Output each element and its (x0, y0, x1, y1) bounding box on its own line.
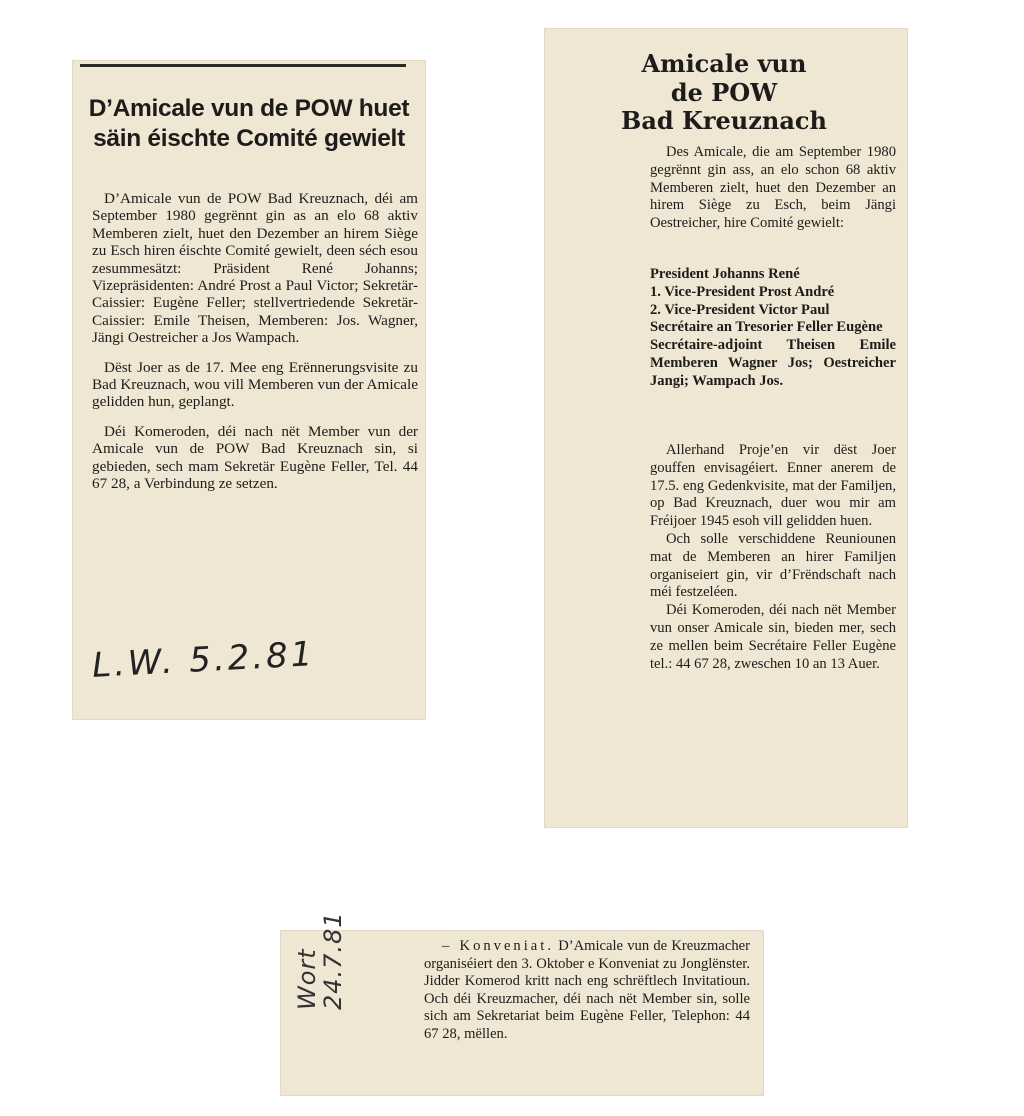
committee-entry: 1. Vice-President Prost André (650, 283, 835, 300)
clipping-1-paragraph: Déi Komeroden, déi nach nët Member vun der Amicale vun de POW Bad Kreuznach sin, si gebieden, sech mam Sekretär Eugène Feller, Tel. 44 67 28, a Verbindung ze setzen. (92, 422, 418, 493)
newspaper-clipping-2 (544, 28, 908, 828)
clipping-1-headline: D’Amicale vun de POW huet säin éischte Comité gewielt (88, 95, 410, 152)
handwritten-date-note: L.W. 5.2.81 (91, 634, 317, 686)
clipping-2-paragraph: Och solle verschiddene Reuniounen mat de Memberen an hirer Familjen organiseiert gin, vir d’Frëndschaft nach méi festzeléen. (650, 530, 896, 601)
handwritten-line: 24.7.81 (319, 911, 347, 1010)
committee-list (650, 266, 896, 391)
clipping-3-text: D’Amicale vun de Kreuzmacher organiséiert den 3. Oktober e Konveniat zu Jonglënster. Jidder Komerod kritt nach eng schrëftlech Invitatioun. Och déi Kreuzmacher, déi nach nët Member sin, solle sich am Sekretariat beim Eugène Feller, Telephon: 44 67 28, mëllen. (424, 938, 750, 1042)
clipping-2-headline (574, 50, 874, 136)
clipping-3-lead: – Konveniat. (442, 938, 554, 954)
clipping-1-article (92, 190, 418, 493)
clipping-2-intro (650, 144, 896, 233)
clipping-3-paragraph (424, 938, 750, 1044)
committee-entry: President Johanns René (650, 266, 800, 282)
handwritten-line: Wort (293, 948, 321, 1010)
committee-entry: Memberen Wagner Jos; Oestreicher Jangi; Wampach Jos. (650, 354, 896, 389)
newspaper-clipping-1 (72, 60, 426, 720)
clipping-2-intro-paragraph: Des Amicale, die am September 1980 gegrënnt gin ass, an elo schon 68 aktiv Memberen zielt, huet den Dezember an hirem Siège zu Esch, beim Jängi Oestreicher, hire Comité gewielt: (650, 144, 896, 232)
clipping-3-article (424, 938, 750, 1044)
handwritten-date-note (293, 911, 347, 1010)
newspaper-clipping-3 (280, 911, 764, 1096)
clipping-1-paragraph: Dëst Joer as de 17. Mee eng Erënnerungsvisite zu Bad Kreuznach, wou vill Memberen vun der Amicale gelidden hun, geplangt. (92, 358, 418, 411)
headline-line: Amicale vun (641, 49, 807, 78)
clipping-2-paragraph: Allerhand Proje’en vir dëst Joer gouffen envisagéiert. Enner anerem de 17.5. eng Gedenkvisite, mat der Familjen, op Bad Kreuznach, duer wou mir am Fréijoer 1945 esoh vill gelidden huen. (650, 442, 896, 530)
clipping-2-paragraph: Déi Komeroden, déi nach nët Member vun onser Amicale sin, bieden mer, sech ze mellen beim Secrétaire Feller Eugène tel.: 44 67 28, zweschen 10 an 13 Auer. (650, 602, 896, 672)
committee-entry: Secrétaire an Tresorier Feller Eugène (650, 319, 883, 336)
clipping-top-rule (80, 64, 406, 67)
committee-entry: Secrétaire-adjoint Theisen Emile (650, 337, 896, 354)
clipping-2-article (650, 442, 896, 673)
headline-line: Bad Kreuznach (621, 106, 827, 135)
clipping-1-paragraph: D’Amicale vun de POW Bad Kreuznach, déi am September 1980 gegrënnt gin as an elo 68 aktiv Memberen zielt, huet den Dezember an hirem Siège zu Esch hiren éischte Comité gewielt, deen séch esou zesummesätzt: Präsident René Johanns; Vizepräsidenten: André Prost a Paul Victor; Sekretär-Caissier: Eugène Feller; stellvertriedende Sekretär-Caissier: Emile Theisen, Memberen: Jos. Wagner, Jängi Oestreicher a Jos Wampach. (92, 190, 418, 347)
committee-entry: 2. Vice-President Victor Paul (650, 301, 830, 318)
headline-line: de POW (670, 77, 778, 107)
